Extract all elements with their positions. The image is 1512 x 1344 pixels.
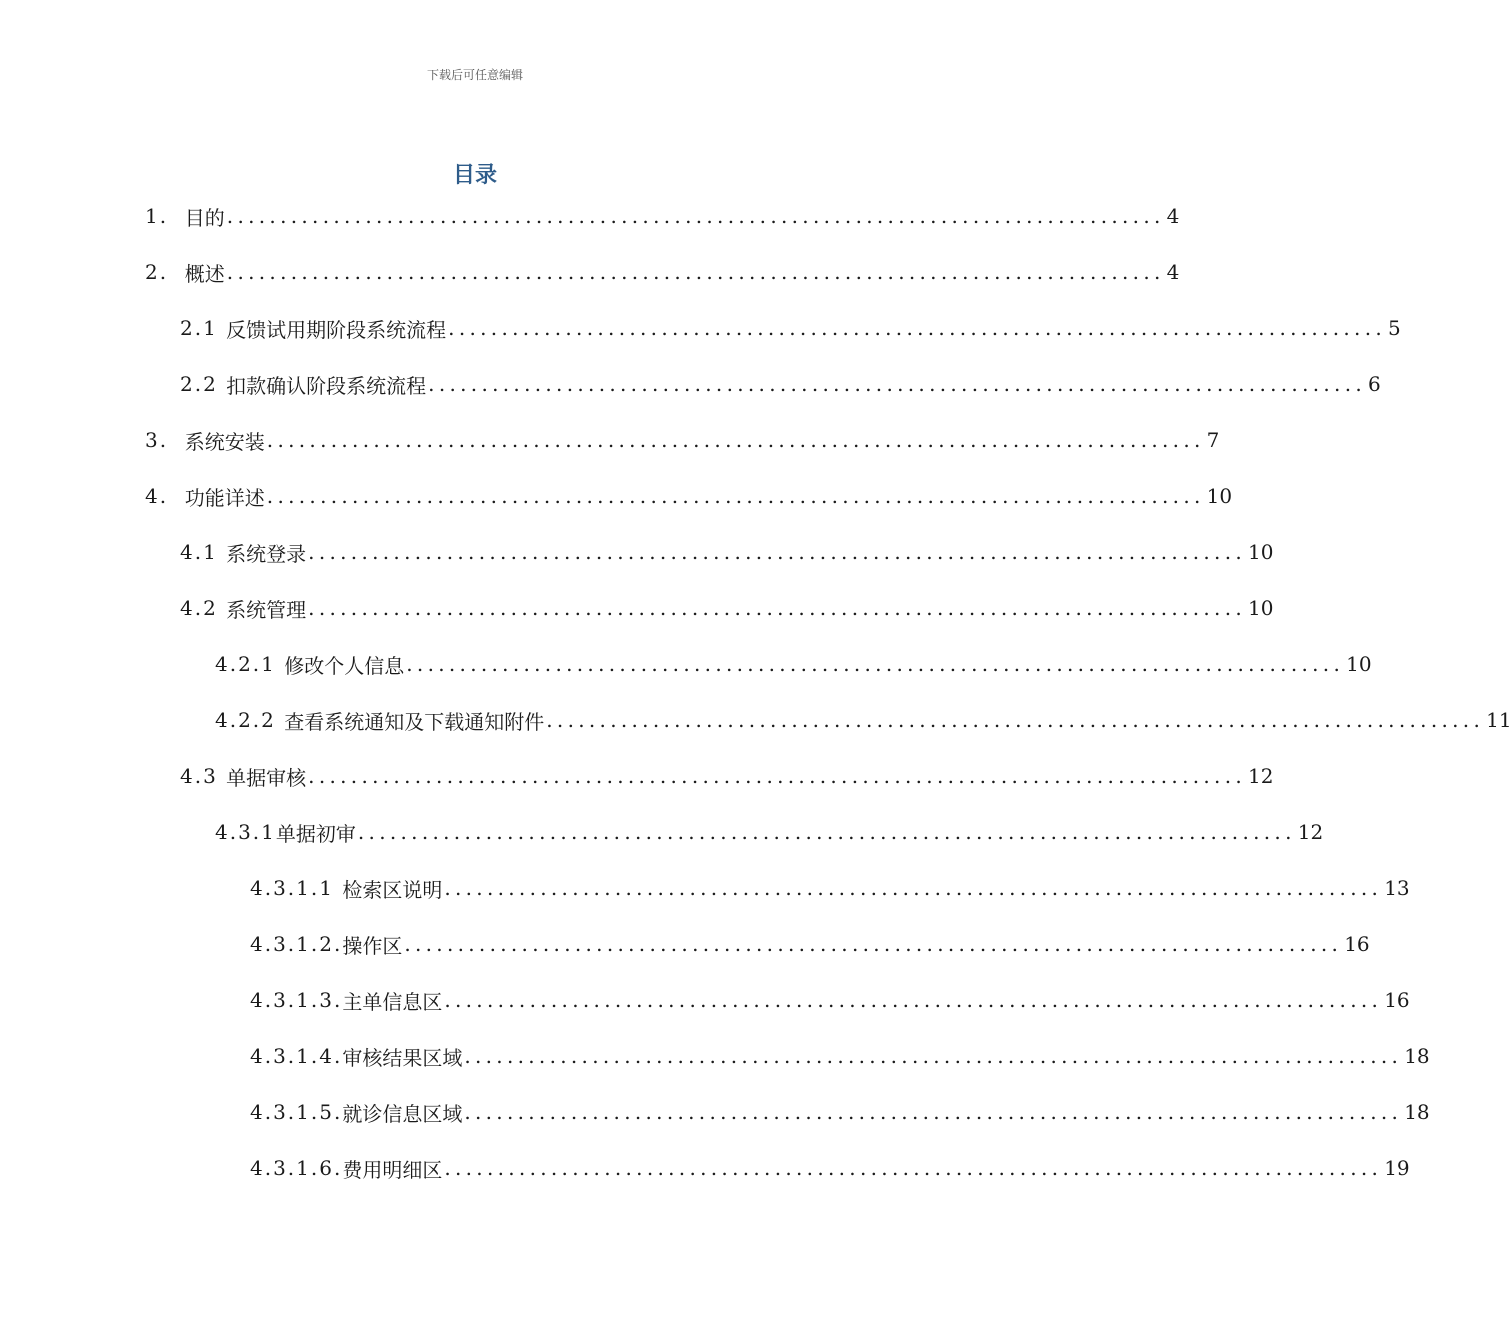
toc-entry-page: 16 — [1344, 932, 1370, 956]
toc-dot-leader: ........................................................................................ — [308, 764, 1247, 788]
toc-entry-title: 就诊信息区域 — [342, 1101, 463, 1126]
toc-entry-number: 4. — [145, 484, 185, 508]
toc-dot-leader: ........................................................................................ — [404, 932, 1343, 956]
toc-entry-page: 18 — [1404, 1100, 1430, 1124]
toc-entry-page: 11 — [1486, 708, 1512, 732]
toc-entry[interactable] — [250, 1148, 1410, 1188]
toc-entry[interactable] — [250, 924, 1370, 964]
toc-dot-leader: ........................................................................................ — [448, 316, 1387, 340]
toc-entry-number: 4.3.1.2. — [250, 932, 343, 956]
toc-entry-title: 扣款确认阶段系统流程 — [226, 373, 427, 398]
toc-entry-title: 目的 — [184, 205, 225, 230]
toc-entry[interactable] — [145, 252, 1180, 292]
toc-entry[interactable] — [180, 532, 1274, 572]
toc-entry-page: 5 — [1388, 316, 1401, 340]
toc-entry-page: 10 — [1346, 652, 1372, 676]
toc-entry-page: 10 — [1248, 540, 1274, 564]
toc-entry-page: 12 — [1248, 764, 1274, 788]
toc-entry-page: 13 — [1384, 876, 1410, 900]
toc-entry-number: 4.2.1 — [215, 652, 285, 676]
toc-entry-title: 单据审核 — [226, 765, 307, 790]
toc-entry[interactable] — [180, 756, 1274, 796]
toc-entry-number: 1. — [145, 204, 185, 228]
toc-entry-number: 3. — [145, 428, 185, 452]
toc-entry-page: 4 — [1166, 260, 1180, 284]
toc-entry-page: 4 — [1166, 204, 1180, 228]
toc-entry-title: 反馈试用期阶段系统流程 — [226, 317, 447, 342]
toc-entry[interactable] — [180, 308, 1401, 348]
toc-entry-title: 费用明细区 — [342, 1157, 443, 1182]
toc-entry-number: 4.3.1 — [215, 820, 276, 844]
toc-dot-leader: ........................................................................................ — [357, 820, 1296, 844]
toc-entry-title: 概述 — [184, 261, 225, 286]
toc-title: 目录 — [452, 163, 497, 188]
toc-entry-number: 2.2 — [180, 372, 227, 396]
toc-entry[interactable] — [180, 588, 1274, 628]
toc-entry[interactable] — [215, 700, 1512, 740]
toc-dot-leader: ........................................................................................ — [308, 540, 1247, 564]
toc-dot-leader: ........................................................................................ — [406, 652, 1345, 676]
toc-entry-title: 操作区 — [342, 933, 403, 958]
toc-entry-number: 4.3.1.3. — [250, 988, 343, 1012]
toc-entry[interactable] — [145, 196, 1180, 236]
toc-entry-page: 10 — [1206, 484, 1233, 508]
toc-entry-title: 主单信息区 — [342, 989, 443, 1014]
toc-entry[interactable] — [250, 980, 1410, 1020]
toc-entry-title: 系统安装 — [184, 429, 265, 454]
toc-entry-page: 12 — [1297, 820, 1324, 844]
toc-dot-leader: ........................................................................................ — [444, 988, 1383, 1012]
toc-entry-number: 4.3.1.6. — [250, 1156, 343, 1180]
toc-entry[interactable] — [250, 868, 1410, 908]
toc-entry-number: 4.3.1.5. — [250, 1100, 343, 1124]
toc-entry-title: 检索区说明 — [342, 877, 443, 902]
toc-entry-number: 4.2 — [180, 596, 227, 620]
toc-entry-page: 10 — [1248, 596, 1274, 620]
toc-entry-title: 单据初审 — [275, 821, 356, 846]
toc-entry[interactable] — [215, 644, 1372, 684]
toc-entry-page: 19 — [1384, 1156, 1410, 1180]
toc-dot-leader: ........................................................................................ — [464, 1100, 1403, 1124]
toc-entry-title: 审核结果区域 — [342, 1045, 463, 1070]
toc-entry[interactable] — [250, 1092, 1430, 1132]
toc-dot-leader: ........................................................................................ — [226, 260, 1165, 284]
toc-dot-leader: ........................................................................................ — [266, 428, 1205, 452]
toc-entry[interactable] — [215, 812, 1324, 852]
toc-dot-leader: ........................................................................................ — [444, 876, 1383, 900]
toc-entry-title: 修改个人信息 — [284, 653, 405, 678]
toc-entry-page: 6 — [1368, 372, 1381, 396]
toc-entry-page: 7 — [1206, 428, 1220, 452]
toc-entry-number: 2. — [145, 260, 185, 284]
toc-entry-page: 18 — [1404, 1044, 1430, 1068]
toc-entry-number: 4.2.2 — [215, 708, 285, 732]
toc-entry[interactable] — [250, 1036, 1430, 1076]
toc-entry-number: 4.1 — [180, 540, 227, 564]
header-note: 下载后可任意编辑 — [426, 68, 523, 82]
toc-dot-leader: ........................................................................................ — [266, 484, 1205, 508]
toc-entry-number: 2.1 — [180, 316, 227, 340]
toc-entry[interactable] — [180, 364, 1381, 404]
toc-dot-leader: ........................................................................................ — [308, 596, 1247, 620]
toc-entry-title: 功能详述 — [184, 485, 265, 510]
toc-entry-title: 系统登录 — [226, 541, 307, 566]
toc-entry-number: 4.3 — [180, 764, 227, 788]
toc-entry-title: 系统管理 — [226, 597, 307, 622]
toc-dot-leader: ........................................................................................ — [428, 372, 1367, 396]
toc-entry-page: 16 — [1384, 988, 1410, 1012]
toc-entry-title: 查看系统通知及下载通知附件 — [284, 709, 545, 734]
toc-entry-number: 4.3.1.1 — [250, 876, 343, 900]
toc-dot-leader: ........................................................................................ — [464, 1044, 1403, 1068]
toc-entry[interactable] — [145, 420, 1220, 460]
toc-dot-leader: ........................................................................................ — [444, 1156, 1383, 1180]
toc-entry[interactable] — [145, 476, 1233, 516]
toc-dot-leader: ........................................................................................ — [546, 708, 1485, 732]
toc-entry-number: 4.3.1.4. — [250, 1044, 343, 1068]
toc-dot-leader: ........................................................................................ — [226, 204, 1165, 228]
